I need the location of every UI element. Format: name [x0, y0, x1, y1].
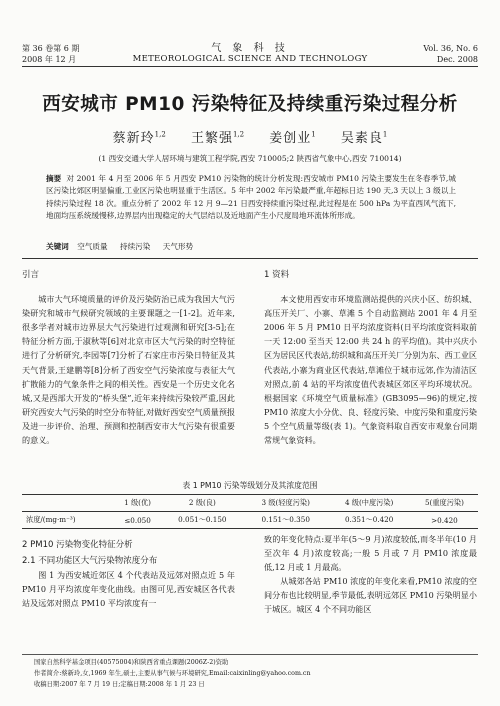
continuation-paragraph-2: 从城郊各站 PM10 浓度的年变化来看,PM10 浓度的空间分布也比较明显,季节最低,表明远郊区 PM10 污染明显小于城区。城区 4 个不同功能区 — [264, 576, 477, 615]
received-dates: 收稿日期:2007 年 7 月 19 日;定稿日期:2008 年 1 月 23 日 — [34, 681, 205, 688]
left-column-bottom — [22, 532, 235, 610]
table-header-cell: 5(重度污染) — [424, 498, 464, 507]
volume-issue-en: Vol. 36, No. 6 — [423, 44, 478, 53]
continuation-paragraph: 致的年变化特点:夏半年(5～9 月)浓度较低,而冬半年(10 月至次年 4 月)浓度较高;一般 5 月或 7 月 PM10 浓度最低,12 月或 1 月最高。 — [264, 534, 477, 573]
data-heading: 1 资料 — [264, 270, 290, 280]
author-bio: 作者简介:蔡新玲,女,1969 年生,硕士,主要从事气候与环境研究,Email:caixinling@yahoo.com.cn — [34, 670, 311, 677]
journal-volume-info-en — [423, 43, 478, 65]
paper-title: 西安城市 PM10 污染特征及持续重污染过程分析 — [42, 94, 458, 115]
affiliation: (1 西安交通大学人居环境与建筑工程学院,西安 710005;2 陕西省气象中心,西安 710014) — [98, 154, 402, 163]
table-caption: 表 1 PM10 污染等级划分及其浓度范围 — [182, 481, 318, 490]
table-cell: 0.051～0.150 — [178, 515, 227, 524]
keywords — [46, 241, 203, 252]
keyword: 空气质量 — [77, 242, 108, 251]
abstract-label: 摘要 — [46, 174, 62, 183]
author: 吴素良$^1$ — [340, 130, 388, 146]
table-row-label: 浓度/(mg·m⁻³) — [26, 515, 76, 524]
running-header — [0, 0, 500, 62]
right-column-top — [264, 268, 477, 447]
funding-note: 国家自然科学基金项目(40575004)和陕西省重点课题(2006Z-2)资助 — [34, 659, 229, 666]
abstract-text: 对 2001 年 4 月至 2006 年 5 月西安 PM10 污染物的统计分析发现:西安城市 PM10 污染主要发生在冬春季节,城区污染比郊区明显偏重,工业区污染也明显重于生活区。5 年中 2002 年污染最严重,年超标日达 190 天,3 天以上 3 级以上持续污染过程 18 次。重点分析了 2002 年 12 月 9—21 日西安持续重污染过程,此过程是在 500 hPa 为平直西风气流下,地面均压系统缓慢移,边界层内出现稳定的大气层结以及近地面产生小尺度局地环流体所形成。 — [46, 174, 457, 221]
journal-title-cn: 气 象 科 技 — [211, 43, 289, 54]
table-cell: 0.351～0.420 — [344, 515, 394, 524]
author-list — [0, 127, 500, 146]
header-rule — [22, 66, 478, 67]
section2-heading: 2 PM10 污染物变化特征分析 — [22, 540, 133, 550]
abstract-rule — [22, 258, 478, 259]
keyword: 天气形势 — [162, 242, 194, 251]
data-paragraph: 本文使用西安市环境监测站提供的兴庆小区、纺织城、高压开关厂、小寨、草滩 5 个自动监测站 2001 年 4 月至 2006 年 5 月 PM10 日平均浓度资料(日平均浓度资料取前一天 12:00 至当天 12:00 共 24 h 的平均值)。其中兴庆小区为居民区代表站,纺织城和高压开关厂分别为东、西工业区代表站,小寨为商业区代表站,草滩位于城市远郊,作为清洁区对照点,前 4 站的平均浓度值代表城区郊区平均环境状况。根据国家《环境空气质量标准》(GB3095—96)的规定,按 PM10 浓度大小分优、良、轻度污染、中度污染和重度污染 5 个空气质量等级(表 1)。气象资料取自西安市观象台同期常规气象资料。 — [264, 294, 478, 446]
section2-paragraph: 图 1 为西安城近郊区 4 个代表站及远郊对照点近 5 年 PM10 月平均浓度年变化曲线。由图可见,西安城区各代表站及远郊对照点 PM10 平均浓度有一 — [22, 570, 235, 609]
section2-subheading: 2.1 不同功能区大气污染物浓度分布 — [22, 556, 158, 567]
author: 王繁强$^{1,2}$ — [190, 130, 245, 146]
footnote — [22, 654, 478, 690]
table-cell: 0.151～0.350 — [261, 515, 310, 524]
volume-issue: 第 36 卷第 6 期 — [22, 44, 80, 53]
table-row — [22, 512, 478, 529]
table-cell: ≤0.050 — [124, 515, 151, 525]
author: 蔡新玲$^{1,2}$ — [112, 130, 166, 146]
issue-date: 2008 年 12 月 — [22, 55, 77, 64]
intro-heading: 引言 — [22, 270, 40, 280]
left-column-top — [22, 268, 235, 447]
table-header-cell: 3 级(轻度污染) — [261, 498, 310, 507]
table-header-cell: 2 级(良) — [188, 498, 216, 507]
intro-paragraph: 城市大气环境质量的评价及污染防治已成为我国大气污染研究和城市气候研究领域的主要课题之一[1-2]。近年来,很多学者对城市边界层大气污染进行过观测和研究[3-5];在特征分析方面,于淑秋等[6]对北京市区大气污染的时空特征进行了分析研究,李园等[7]分析了石家庄市污染日特征及其天气背景,王建鹏等[8]分析了西安空气污染浓度与表征大气扩散能力的气象条件之间的相关性。西安是一个历史文化名城,又是西部大开发的“桥头堡”,近年来持续污染较严重,因此研究西安大气污染的时空分布特征,对做好西安空气质量预报及进一步评价、治理、预测和控制西安市大气污染有很重要的意义。 — [22, 294, 236, 446]
author: 姜创业$^1$ — [269, 130, 316, 146]
pollution-level-table — [22, 494, 478, 529]
table-header-cell: 4 级(中度污染) — [344, 498, 394, 507]
keywords-label: 关键词 — [46, 242, 69, 251]
table-header-cell — [22, 495, 114, 512]
keyword: 持续污染 — [120, 242, 151, 251]
journal-title-en: METEOROLOGICAL SCIENCE AND TECHNOLOGY — [132, 54, 368, 64]
table-header-cell: 1 级(优) — [124, 498, 151, 507]
abstract — [46, 173, 456, 223]
issue-date-en: Dec. 2008 — [436, 55, 478, 64]
table-cell: >0.420 — [431, 515, 458, 525]
table-header-row — [22, 495, 478, 512]
right-column-bottom — [264, 532, 477, 617]
